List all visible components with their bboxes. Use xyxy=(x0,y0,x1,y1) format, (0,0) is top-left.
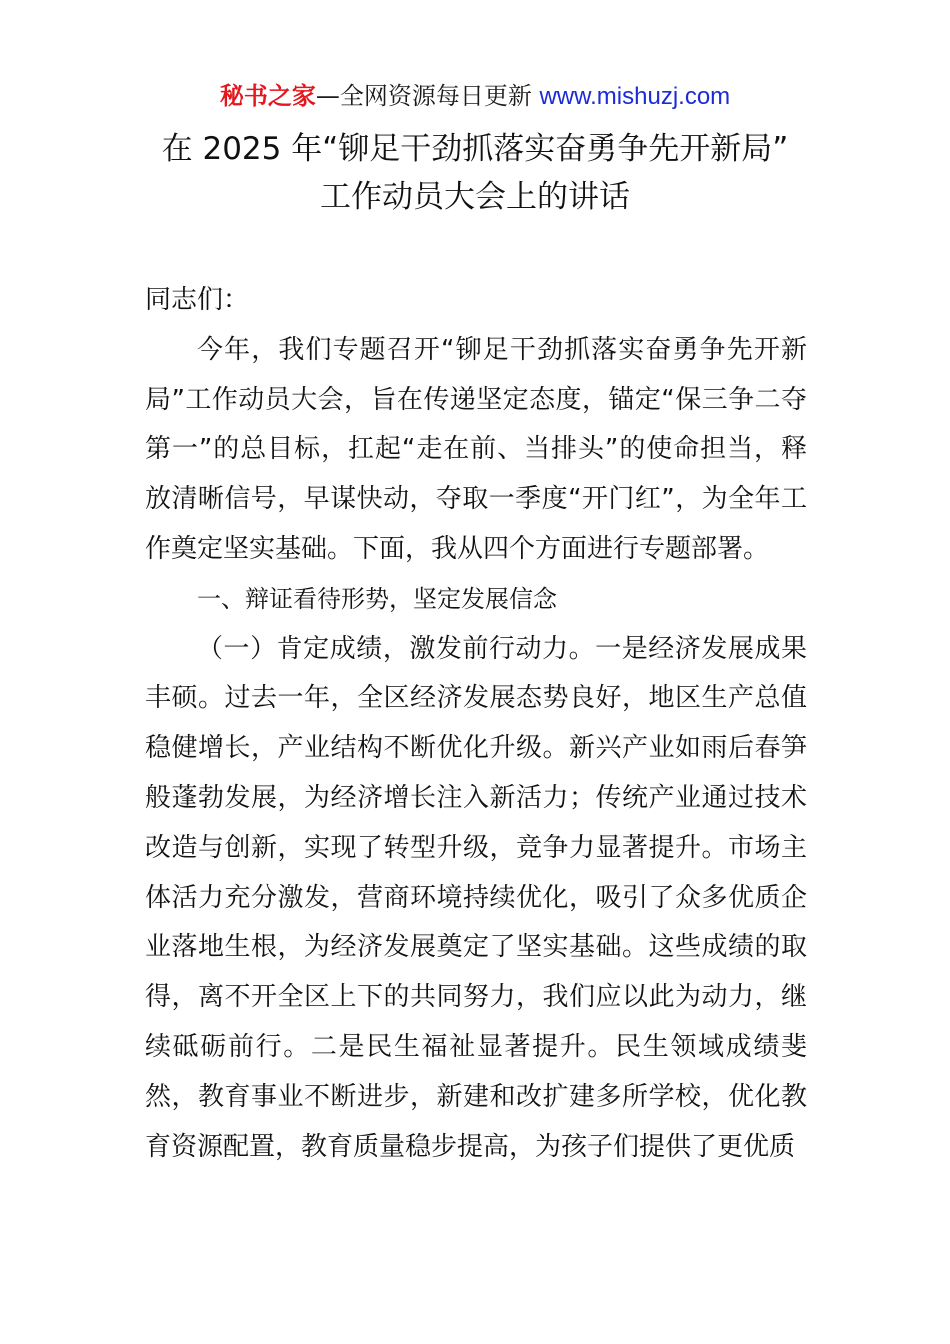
brand-name: 秘书之家 xyxy=(219,82,316,110)
site-url-link[interactable]: www.mishuzj.com xyxy=(539,83,731,110)
salutation: 同志们： xyxy=(145,285,250,315)
site-header xyxy=(0,80,950,113)
document-title-line-2: 工作动员大会上的讲话 xyxy=(320,179,630,215)
section-1-paragraph-1: （一）肯定成绩，激发前行动力。一是经济发展成果丰硕。过去一年，全区经济发展态势良好，地区生产总值稳健增长，产业结构不断优化升级。新兴产业如雨后春笋般蓬勃发展，为经济增长注入新活力；传统产业通过技术改造与创新，实现了转型升级，竞争力显著提升。市场主体活力充分激发，营商环境持续优化，吸引了众多优质企业落地生根，为经济发展奠定了坚实基础。这些成绩的取得，离不开全区上下的共同努力，我们应以此为动力，继续砥砺前行。二是民生福祉显著提升。民生领域成绩斐然，教育事业不断进步，新建和改扩建多所学校，优化教育资源配置，教育质量稳步提高，为孩子们提供了更优质 xyxy=(145,633,807,1162)
intro-paragraph: 今年，我们专题召开“铆足干劲抓落实奋勇争先开新局”工作动员大会，旨在传递坚定态度，锚定“保三争二夺第一”的总目标，扛起“走在前、当排头”的使命担当，释放清晰信号，早谋快动，夺取一季度“开门红”，为全年工作奠定坚实基础。下面，我从四个方面进行专题部署。 xyxy=(145,334,807,564)
document-title-line-1: 在 2025 年“铆足干劲抓落实奋勇争先开新局” xyxy=(161,131,789,167)
document-body xyxy=(145,276,807,1172)
site-tagline: —全网资源每日更新 xyxy=(315,82,532,110)
section-heading-1: 一、辩证看待形势，坚定发展信念 xyxy=(197,584,557,613)
